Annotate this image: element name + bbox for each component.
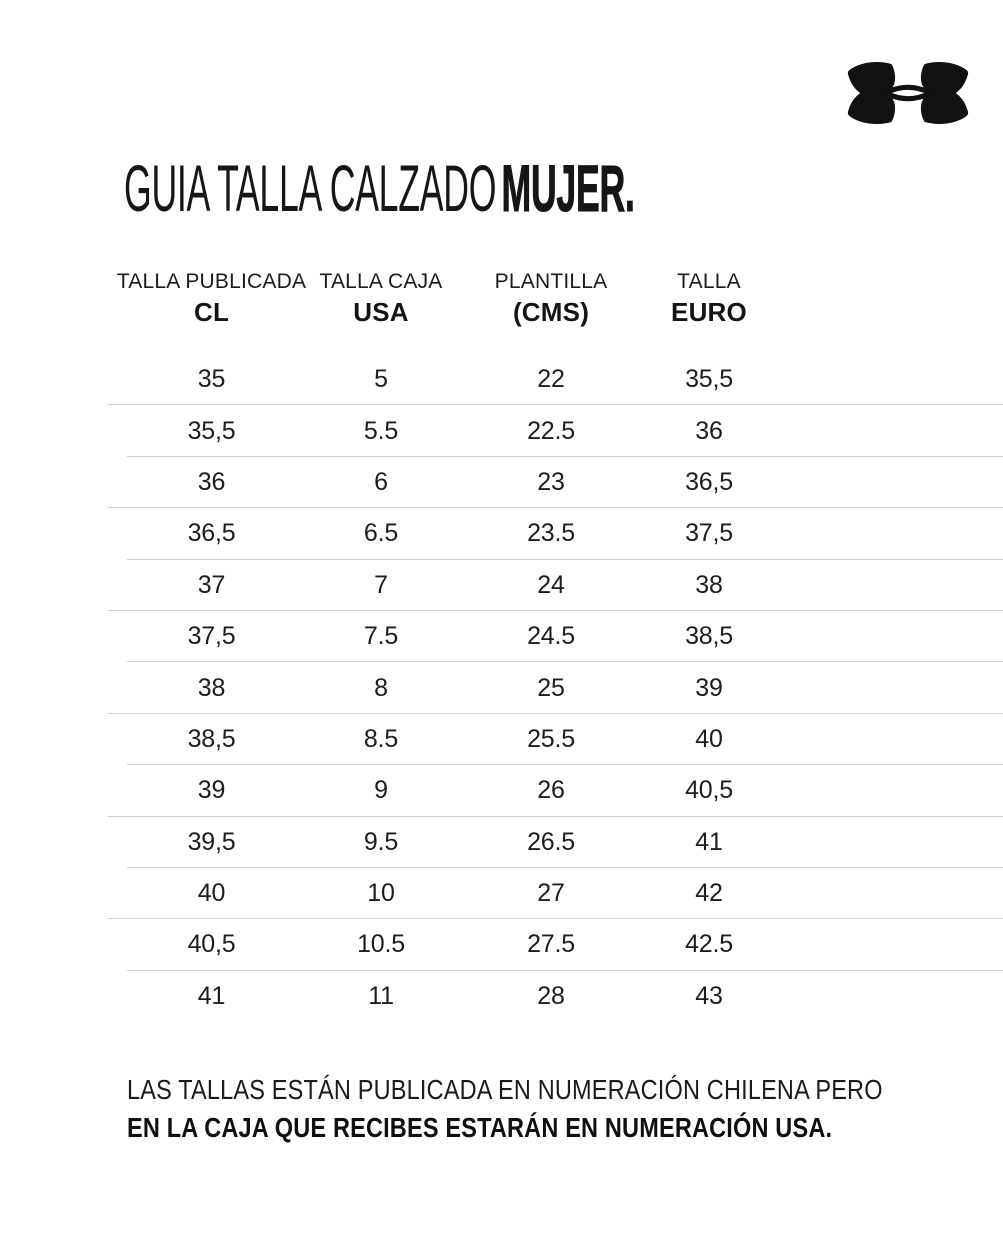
cell-talla-cl: 36,5 [187, 519, 236, 548]
cell-talla-usa: 6 [374, 467, 388, 496]
column-header-unit: (CMS) [512, 297, 590, 327]
cell-talla-euro: 36,5 [685, 467, 733, 496]
cell-talla-cl: 36 [197, 467, 226, 496]
cell-talla-usa: 10.5 [357, 930, 405, 959]
table-row [0, 611, 1003, 662]
table-row [0, 868, 1003, 919]
column-header-cl [105, 269, 318, 327]
cell-talla-cl: 35 [197, 365, 226, 394]
cell-talla-usa: 9 [374, 776, 388, 805]
cell-talla-euro: 36 [695, 416, 723, 445]
cell-plantilla-cms: 26.5 [527, 827, 575, 856]
cell-talla-usa: 10 [367, 879, 395, 908]
cell-talla-cl: 35,5 [187, 416, 236, 445]
column-header-label: TALLA PUBLICADA [116, 270, 307, 293]
table-row [0, 971, 1003, 1022]
cell-talla-euro: 37,5 [685, 519, 733, 548]
page-title-emphasis: MUJER. [501, 151, 635, 225]
cell-talla-euro: 42.5 [685, 930, 733, 959]
column-header-label: PLANTILLA [494, 270, 608, 293]
cell-talla-cl: 38,5 [187, 724, 236, 753]
cell-plantilla-cms: 22.5 [527, 416, 575, 445]
cell-talla-euro: 38 [695, 570, 723, 599]
cell-plantilla-cms: 25 [537, 673, 565, 702]
cell-talla-euro: 35,5 [685, 365, 733, 394]
cell-plantilla-cms: 23.5 [527, 519, 575, 548]
under-armour-logo-icon [846, 62, 970, 124]
column-header-euro [658, 269, 760, 327]
cell-plantilla-cms: 27 [537, 879, 565, 908]
table-row [0, 354, 1003, 405]
page-title [124, 151, 1003, 225]
cell-plantilla-cms: 24 [537, 570, 565, 599]
cell-talla-cl: 40,5 [187, 930, 236, 959]
table-row [0, 662, 1003, 713]
table-row [0, 560, 1003, 611]
cell-talla-euro: 42 [695, 879, 723, 908]
cell-talla-usa: 8.5 [363, 724, 399, 753]
column-header-unit: USA [353, 297, 409, 327]
column-header-label: TALLA [677, 270, 741, 293]
table-row [0, 817, 1003, 868]
cell-talla-usa: 6.5 [363, 519, 399, 548]
table-row [0, 508, 1003, 559]
cell-plantilla-cms: 23 [537, 467, 565, 496]
cell-talla-euro: 41 [695, 827, 723, 856]
cell-plantilla-cms: 24.5 [527, 622, 575, 651]
cell-talla-usa: 11 [368, 981, 394, 1010]
column-header-usa [318, 269, 444, 327]
cell-plantilla-cms: 25.5 [527, 724, 575, 753]
cell-talla-cl: 37,5 [187, 622, 236, 651]
cell-talla-euro: 40 [695, 724, 723, 753]
page-title-regular: GUIA TALLA CALZADO [124, 151, 497, 225]
footnote-line-2: EN LA CAJA QUE RECIBES ESTARÁN EN NUMERACIÓN USA. [127, 1112, 833, 1143]
cell-talla-usa: 5 [374, 365, 388, 394]
cell-talla-cl: 41 [197, 981, 226, 1010]
size-table [0, 354, 1003, 1022]
cell-plantilla-cms: 22 [537, 365, 565, 394]
cell-talla-cl: 39 [197, 776, 226, 805]
table-row [0, 714, 1003, 765]
cell-talla-usa: 9.5 [363, 827, 399, 856]
table-row [0, 765, 1003, 816]
cell-talla-cl: 38 [197, 673, 226, 702]
column-header-unit: EURO [671, 297, 747, 327]
cell-talla-euro: 40,5 [685, 776, 733, 805]
table-row [0, 405, 1003, 456]
table-header [0, 269, 760, 327]
cell-talla-euro: 39 [695, 673, 723, 702]
cell-talla-usa: 7 [374, 570, 388, 599]
cell-talla-euro: 43 [695, 981, 723, 1010]
cell-plantilla-cms: 28 [537, 981, 565, 1010]
cell-talla-cl: 39,5 [187, 827, 236, 856]
cell-talla-usa: 7.5 [363, 622, 399, 651]
cell-talla-usa: 5.5 [363, 416, 399, 445]
cell-plantilla-cms: 27.5 [527, 930, 575, 959]
footnote [127, 1071, 1003, 1147]
column-header-label: TALLA CAJA [319, 270, 443, 293]
table-row [0, 919, 1003, 970]
table-row [0, 457, 1003, 508]
cell-talla-cl: 37 [197, 570, 226, 599]
cell-talla-cl: 40 [197, 879, 226, 908]
cell-talla-usa: 8 [374, 673, 388, 702]
cell-talla-euro: 38,5 [685, 622, 733, 651]
column-header-unit: CL [193, 297, 230, 327]
cell-plantilla-cms: 26 [537, 776, 565, 805]
column-header-cms [444, 269, 658, 327]
footnote-line-1: LAS TALLAS ESTÁN PUBLICADA EN NUMERACIÓN CHILENA PERO [127, 1074, 883, 1105]
